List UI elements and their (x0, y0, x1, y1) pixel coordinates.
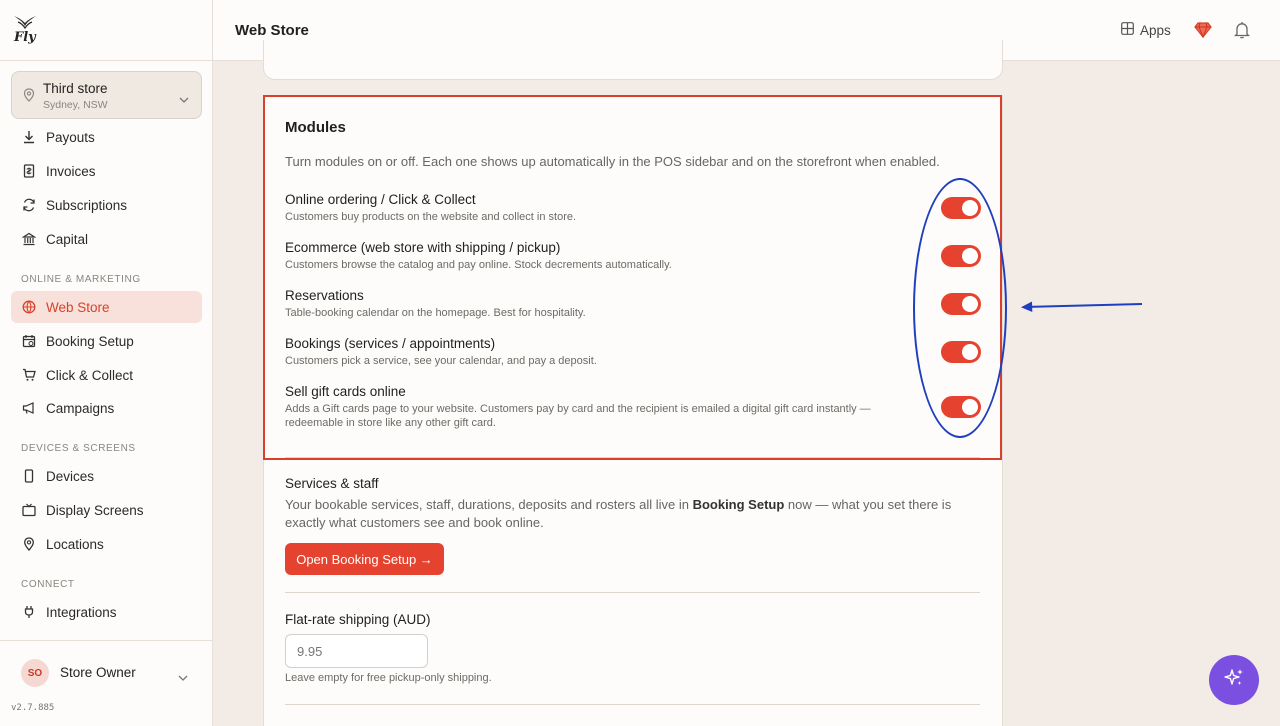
module-title: Online ordering / Click & Collect (285, 192, 476, 207)
sidebar-item-label: Devices (46, 468, 95, 484)
modules-title: Modules (285, 119, 346, 136)
arrow-left-icon (1018, 297, 1144, 322)
store-picker[interactable] (11, 71, 202, 119)
sidebar-item-campaigns[interactable] (11, 392, 202, 424)
sidebar-item-label: Booking Setup (46, 333, 134, 349)
store-location: Sydney, NSW (43, 99, 108, 111)
module-desc: Table-booking calendar on the homepage. Best for hospitality. (285, 307, 586, 319)
tv-icon (21, 502, 37, 518)
plug-icon (21, 604, 37, 620)
sidebar-item-integrations[interactable] (11, 596, 202, 628)
phone-icon (21, 468, 37, 484)
sidebar-item-label: Web Store (46, 299, 110, 315)
highlight-box (263, 95, 1002, 460)
logo-text: Fly (14, 30, 36, 45)
apps-button[interactable] (1121, 22, 1171, 38)
section-divider (285, 704, 980, 705)
sidebar-item-payouts[interactable] (11, 121, 202, 153)
sidebar-item-label: Integrations (46, 604, 117, 620)
bell-icon[interactable] (1234, 21, 1250, 44)
sidebar-item-subscriptions[interactable] (11, 189, 202, 221)
sidebar-item-devices[interactable] (11, 460, 202, 492)
sidebar-item-click-collect[interactable] (11, 359, 202, 391)
highlight-ellipse (913, 178, 1007, 438)
sidebar-item-display-screens[interactable] (11, 494, 202, 526)
logo-divider (0, 60, 213, 61)
module-title: Sell gift cards online (285, 384, 406, 399)
page-title: Web Store (235, 22, 309, 39)
sidebar-item-booking-setup[interactable] (11, 325, 202, 357)
sidebar-item-label: Payouts (46, 129, 95, 145)
module-desc: Adds a Gift cards page to your website. Customers pay by card and the recipient is emailed a digital gift card instantly — redeemable in store like any other gift card. (285, 403, 871, 429)
version-label: v2.7.885 (11, 703, 55, 713)
receipt-icon (21, 163, 37, 179)
calendar-icon (21, 333, 37, 349)
module-title: Bookings (services / appointments) (285, 336, 496, 351)
sidebar-item-label: Capital (46, 231, 89, 247)
ai-assistant-button[interactable] (1209, 655, 1259, 705)
shipping-help: Leave empty for free pickup-only shipping. (285, 672, 492, 684)
booking-setup-emphasis: Booking Setup (692, 497, 785, 512)
modules-description: Turn modules on or off. Each one shows up automatically in the POS sidebar and on the storefront when enabled. (285, 154, 940, 169)
services-desc-text: Your bookable services, staff, durations, deposits and rosters all live in (285, 497, 693, 512)
chevron-down-icon[interactable] (178, 668, 188, 686)
sidebar-item-label: Invoices (46, 163, 96, 179)
store-name: Third store (43, 81, 108, 96)
module-title: Ecommerce (web store with shipping / pickup) (285, 240, 561, 255)
section-label-devices: DEVICES & SCREENS (21, 443, 136, 454)
section-label-connect: CONNECT (21, 579, 75, 590)
download-icon (21, 129, 37, 145)
apps-label: Apps (1140, 22, 1171, 38)
module-desc: Customers pick a service, see your calendar, and pay a deposit. (285, 355, 597, 367)
chevron-down-icon (179, 90, 189, 108)
services-title: Services & staff (285, 476, 379, 491)
avatar[interactable]: SO (21, 659, 49, 687)
bank-icon (21, 231, 37, 247)
section-divider (285, 592, 980, 593)
cart-icon (21, 367, 37, 383)
sidebar-item-invoices[interactable] (11, 155, 202, 187)
open-booking-setup-button[interactable]: Open Booking Setup → (285, 543, 444, 575)
previous-card (263, 40, 1003, 80)
shipping-label: Flat-rate shipping (AUD) (285, 612, 431, 627)
globe-icon (21, 299, 37, 315)
sidebar-item-label: Click & Collect (46, 367, 134, 383)
module-desc: Customers browse the catalog and pay online. Stock decrements automatically. (285, 259, 672, 271)
megaphone-icon (21, 400, 37, 416)
pin-icon (21, 536, 37, 552)
sidebar-item-label: Locations (46, 536, 104, 552)
owner-name[interactable]: Store Owner (60, 665, 136, 680)
shipping-rate-input[interactable] (285, 634, 428, 668)
sidebar-item-label: Campaigns (46, 400, 115, 416)
module-desc: Customers buy products on the website and collect in store. (285, 211, 577, 223)
section-label-online: ONLINE & MARKETING (21, 274, 141, 285)
sidebar-item-label: Display Screens (46, 502, 144, 518)
services-desc-text: now — what you set there is exactly what customers see and book online. (285, 497, 952, 530)
sidebar-item-web-store[interactable] (11, 291, 202, 323)
gem-icon[interactable] (1194, 22, 1212, 43)
sidebar-item-label: Subscriptions (46, 197, 128, 213)
services-description (285, 496, 985, 532)
map-pin-icon (23, 88, 35, 107)
sidebar-footer-divider (0, 640, 213, 641)
module-title: Reservations (285, 288, 364, 303)
sparkle-icon (1223, 667, 1245, 694)
sidebar-item-locations[interactable] (11, 528, 202, 560)
grid-icon (1121, 22, 1134, 38)
sidebar-item-capital[interactable] (11, 223, 202, 255)
refresh-icon (21, 197, 37, 213)
